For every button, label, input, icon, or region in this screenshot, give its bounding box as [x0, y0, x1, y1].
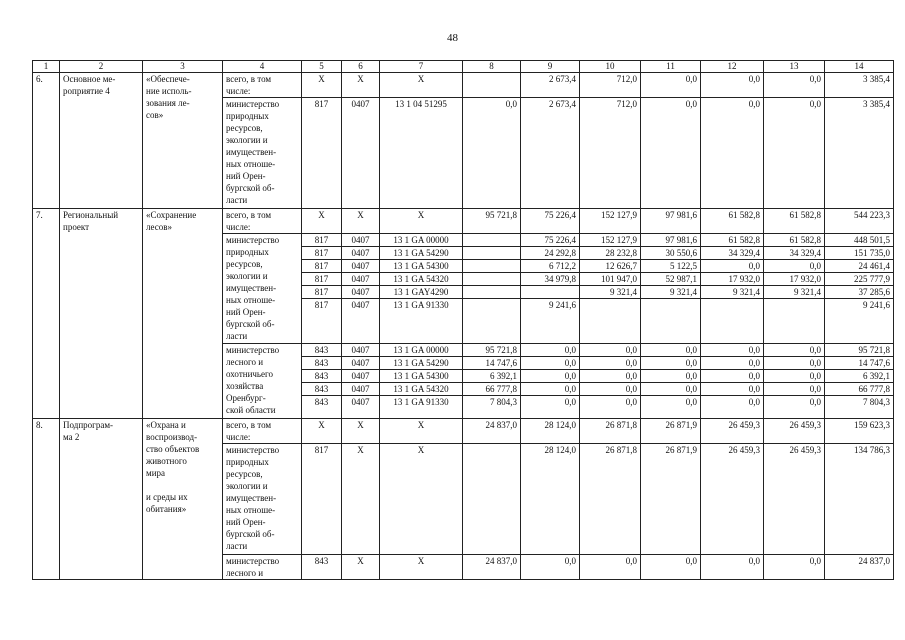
value-cell: 0407 [342, 273, 380, 286]
value-cell: 13 1 GA 54320 [380, 273, 463, 286]
value-cell: 61 582,8 [764, 234, 825, 247]
value-cell: 152 127,9 [580, 209, 641, 234]
row-number: 7. [33, 209, 60, 419]
value-cell: 0,0 [701, 555, 764, 580]
value-cell: 0,0 [580, 344, 641, 357]
value-cell: 0407 [342, 260, 380, 273]
value-cell: 0407 [342, 357, 380, 370]
value-cell: 28 232,8 [580, 247, 641, 260]
column-header: 13 [764, 61, 825, 73]
value-cell: X [342, 444, 380, 555]
value-cell: 26 459,3 [701, 444, 764, 555]
total-label: всего, в том числе: [223, 419, 302, 444]
value-cell: 95 721,8 [463, 344, 521, 357]
value-cell: 9 321,4 [580, 286, 641, 299]
value-cell: 3 385,4 [825, 73, 894, 98]
value-cell: 843 [302, 383, 342, 396]
value-cell: 0,0 [580, 357, 641, 370]
value-cell: 0,0 [764, 383, 825, 396]
column-header: 8 [463, 61, 521, 73]
row-6-total [33, 73, 894, 98]
column-header: 11 [641, 61, 701, 73]
value-cell: 817 [302, 273, 342, 286]
value-cell: 0407 [342, 396, 380, 419]
value-cell: 26 871,8 [580, 419, 641, 444]
value-cell: 0,0 [764, 370, 825, 383]
value-cell: 12 626,7 [580, 260, 641, 273]
value-cell: 0407 [342, 299, 380, 344]
value-cell: 75 226,4 [521, 209, 580, 234]
value-cell: 0,0 [641, 73, 701, 98]
ministry-label: министерство природных ресурсов, экологии и имуществен- ных отноше- ний Орен- бургской об- ласти [223, 98, 302, 209]
value-cell: 13 1 GA 54300 [380, 370, 463, 383]
value-cell: 0,0 [641, 383, 701, 396]
value-cell: 843 [302, 370, 342, 383]
column-header: 6 [342, 61, 380, 73]
value-cell: 6 392,1 [825, 370, 894, 383]
value-cell: 0,0 [764, 344, 825, 357]
value-cell: 0,0 [701, 383, 764, 396]
value-cell: 0,0 [521, 344, 580, 357]
value-cell: 0,0 [641, 370, 701, 383]
value-cell: 97 981,6 [641, 209, 701, 234]
value-cell [764, 299, 825, 344]
value-cell: 843 [302, 555, 342, 580]
row-number: 6. [33, 73, 60, 209]
value-cell: 0,0 [701, 73, 764, 98]
value-cell: 3 385,4 [825, 98, 894, 209]
value-cell: 24 292,8 [521, 247, 580, 260]
value-cell: 17 932,0 [701, 273, 764, 286]
value-cell [463, 273, 521, 286]
value-cell: 817 [302, 247, 342, 260]
value-cell: 66 777,8 [463, 383, 521, 396]
value-cell [463, 286, 521, 299]
value-cell: 0407 [342, 234, 380, 247]
value-cell: 17 932,0 [764, 273, 825, 286]
value-cell: 152 127,9 [580, 234, 641, 247]
value-cell: 13 1 GA 54300 [380, 260, 463, 273]
value-cell: 0,0 [641, 555, 701, 580]
value-cell: 0,0 [764, 260, 825, 273]
value-cell: 544 223,3 [825, 209, 894, 234]
value-cell: 0,0 [580, 555, 641, 580]
value-cell [463, 73, 521, 98]
value-cell: 0,0 [641, 357, 701, 370]
value-cell: 13 1 GA 00000 [380, 344, 463, 357]
value-cell: 0,0 [701, 344, 764, 357]
value-cell: 448 501,5 [825, 234, 894, 247]
value-cell [463, 234, 521, 247]
value-cell: 26 459,3 [764, 444, 825, 555]
value-cell: 9 321,4 [641, 286, 701, 299]
value-cell: 134 786,3 [825, 444, 894, 555]
column-header: 3 [143, 61, 223, 73]
value-cell: 7 804,3 [825, 396, 894, 419]
value-cell: 0,0 [764, 98, 825, 209]
column-header: 14 [825, 61, 894, 73]
value-cell: 843 [302, 396, 342, 419]
value-cell: 34 329,4 [764, 247, 825, 260]
value-cell: 843 [302, 344, 342, 357]
value-cell: 9 321,4 [701, 286, 764, 299]
value-cell: 0,0 [701, 370, 764, 383]
value-cell: 14 747,6 [463, 357, 521, 370]
value-cell: 26 871,9 [641, 444, 701, 555]
value-cell: 7 804,3 [463, 396, 521, 419]
value-cell [463, 247, 521, 260]
column-header: 10 [580, 61, 641, 73]
value-cell: 75 226,4 [521, 234, 580, 247]
row-title: «Охрана и воспроизвод- ство объектов животного мира и среды их обитания» [143, 419, 223, 580]
value-cell: 0,0 [764, 357, 825, 370]
value-cell: 61 582,8 [701, 209, 764, 234]
row-title: «Сохранение лесов» [143, 209, 223, 419]
value-cell: 817 [302, 260, 342, 273]
value-cell: 0,0 [641, 98, 701, 209]
column-header: 2 [60, 61, 143, 73]
value-cell: X [342, 209, 380, 234]
column-header: 9 [521, 61, 580, 73]
value-cell: 13 1 GA 91330 [380, 396, 463, 419]
value-cell: 0,0 [701, 260, 764, 273]
column-header: 1 [33, 61, 60, 73]
value-cell: 0407 [342, 286, 380, 299]
value-cell: 24 837,0 [463, 419, 521, 444]
value-cell: 817 [302, 444, 342, 555]
row-name: Подпрограм- ма 2 [60, 419, 143, 580]
header-row [33, 61, 894, 73]
value-cell [521, 286, 580, 299]
value-cell: 817 [302, 234, 342, 247]
value-cell: 0,0 [463, 98, 521, 209]
value-cell: X [342, 73, 380, 98]
value-cell: X [380, 444, 463, 555]
row-name: Региональный проект [60, 209, 143, 419]
total-label: всего, в том числе: [223, 73, 302, 98]
value-cell: X [342, 419, 380, 444]
value-cell: 0,0 [701, 357, 764, 370]
value-cell: 9 241,6 [825, 299, 894, 344]
value-cell: 95 721,8 [825, 344, 894, 357]
column-header: 7 [380, 61, 463, 73]
value-cell: 0,0 [521, 555, 580, 580]
value-cell: 225 777,9 [825, 273, 894, 286]
value-cell: 61 582,8 [701, 234, 764, 247]
value-cell: 0,0 [521, 370, 580, 383]
column-header: 12 [701, 61, 764, 73]
value-cell: 13 1 GA 00000 [380, 234, 463, 247]
ministry-label: министерство лесного и [223, 555, 302, 580]
value-cell [463, 444, 521, 555]
value-cell: 0,0 [580, 370, 641, 383]
value-cell: 28 124,0 [521, 419, 580, 444]
value-cell: 151 735,0 [825, 247, 894, 260]
column-header: 4 [223, 61, 302, 73]
value-cell: 2 673,4 [521, 73, 580, 98]
value-cell: 0407 [342, 383, 380, 396]
value-cell: 6 392,1 [463, 370, 521, 383]
ministry-label: министерство природных ресурсов, экологии и имуществен- ных отноше- ний Орен- бургской об- ласти [223, 234, 302, 344]
value-cell: 26 459,3 [701, 419, 764, 444]
value-cell: 6 712,2 [521, 260, 580, 273]
value-cell: 30 550,6 [641, 247, 701, 260]
value-cell: X [380, 555, 463, 580]
value-cell: 843 [302, 357, 342, 370]
value-cell: 24 461,4 [825, 260, 894, 273]
value-cell: 0407 [342, 370, 380, 383]
value-cell: 13 1 GAY4290 [380, 286, 463, 299]
value-cell: 0,0 [521, 357, 580, 370]
value-cell: 9 241,6 [521, 299, 580, 344]
row-name: Основное ме- роприятие 4 [60, 73, 143, 209]
value-cell [641, 299, 701, 344]
row-title: «Обеспече- ние исполь- зования ле- сов» [143, 73, 223, 209]
value-cell [463, 260, 521, 273]
value-cell [463, 299, 521, 344]
value-cell: 0,0 [701, 396, 764, 419]
value-cell: 13 1 GA 54290 [380, 247, 463, 260]
value-cell: X [302, 209, 342, 234]
value-cell: 28 124,0 [521, 444, 580, 555]
value-cell: 66 777,8 [825, 383, 894, 396]
value-cell: 97 981,6 [641, 234, 701, 247]
value-cell: 0407 [342, 98, 380, 209]
value-cell: 712,0 [580, 73, 641, 98]
value-cell: 13 1 GA 54320 [380, 383, 463, 396]
ministry-label: министерство лесного и охотничьего хозяйства Оренбург- ской области [223, 344, 302, 419]
value-cell: 817 [302, 286, 342, 299]
value-cell: 0,0 [701, 98, 764, 209]
value-cell: 817 [302, 299, 342, 344]
value-cell: 0407 [342, 247, 380, 260]
value-cell: 2 673,4 [521, 98, 580, 209]
value-cell: 37 285,6 [825, 286, 894, 299]
value-cell [701, 299, 764, 344]
value-cell: 712,0 [580, 98, 641, 209]
value-cell: X [342, 555, 380, 580]
value-cell: 26 459,3 [764, 419, 825, 444]
value-cell: 14 747,6 [825, 357, 894, 370]
column-header: 5 [302, 61, 342, 73]
value-cell: X [380, 209, 463, 234]
ministry-label: министерство природных ресурсов, экологии и имуществен- ных отноше- ний Орен- бургской об- ласти [223, 444, 302, 555]
row-7-total [33, 209, 894, 234]
row-8-total [33, 419, 894, 444]
value-cell: 13 1 04 51295 [380, 98, 463, 209]
value-cell: 0,0 [641, 396, 701, 419]
value-cell: 0407 [342, 344, 380, 357]
budget-table [32, 60, 894, 580]
total-label: всего, в том числе: [223, 209, 302, 234]
value-cell: 0,0 [764, 396, 825, 419]
value-cell: 101 947,0 [580, 273, 641, 286]
value-cell: X [302, 419, 342, 444]
value-cell: 0,0 [764, 555, 825, 580]
value-cell [580, 299, 641, 344]
page-number: 48 [447, 32, 458, 44]
value-cell: 0,0 [580, 383, 641, 396]
value-cell: 24 837,0 [825, 555, 894, 580]
value-cell: 9 321,4 [764, 286, 825, 299]
value-cell: 61 582,8 [764, 209, 825, 234]
value-cell: 159 623,3 [825, 419, 894, 444]
value-cell: 0,0 [580, 396, 641, 419]
value-cell: 0,0 [641, 344, 701, 357]
value-cell: 817 [302, 98, 342, 209]
value-cell: 26 871,9 [641, 419, 701, 444]
value-cell: 5 122,5 [641, 260, 701, 273]
value-cell: 0,0 [521, 383, 580, 396]
value-cell: 52 987,1 [641, 273, 701, 286]
value-cell: 34 979,8 [521, 273, 580, 286]
value-cell: 0,0 [521, 396, 580, 419]
value-cell: 24 837,0 [463, 555, 521, 580]
value-cell: 34 329,4 [701, 247, 764, 260]
value-cell: 26 871,8 [580, 444, 641, 555]
value-cell: 0,0 [764, 73, 825, 98]
value-cell: 95 721,8 [463, 209, 521, 234]
row-number: 8. [33, 419, 60, 580]
value-cell: 13 1 GA 54290 [380, 357, 463, 370]
value-cell: X [302, 73, 342, 98]
value-cell: 13 1 GA 91330 [380, 299, 463, 344]
value-cell: X [380, 73, 463, 98]
value-cell: X [380, 419, 463, 444]
